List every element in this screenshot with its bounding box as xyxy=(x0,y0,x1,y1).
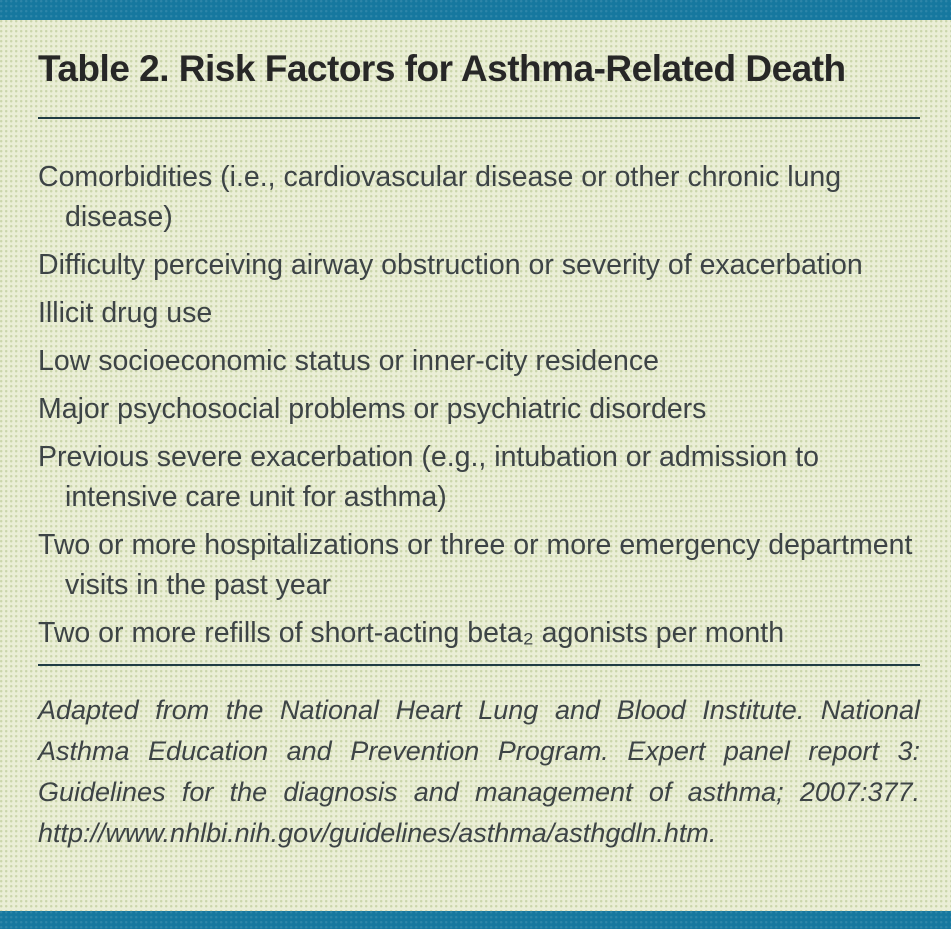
risk-factor-item: Previous severe exacerbation (e.g., intubation or admission to intensive care unit for asthma) xyxy=(38,441,820,513)
risk-factor-item: Two or more refills of short-acting beta₂ agonists per month xyxy=(38,617,785,649)
footnote-citation: Adapted from the National Heart Lung and Blood Institute. National Asthma Education and Prevention Program. Expert panel report 3: Guidelines for the diagnosis and management of asthma; 2007:377. http://www.nhlbi.nih.gov/guidelines/asthma/asthgdln.htm. xyxy=(38,695,920,848)
table-content xyxy=(0,20,951,911)
risk-factor-item: Two or more hospitalizations or three or more emergency department visits in the past year xyxy=(38,529,913,601)
title-divider xyxy=(38,117,920,119)
bottom-accent-bar xyxy=(0,911,951,929)
risk-factor-item: Low socioeconomic status or inner-city residence xyxy=(38,345,659,377)
risk-factor-item: Illicit drug use xyxy=(38,297,213,329)
risk-factor-item: Difficulty perceiving airway obstruction or severity of exacerbation xyxy=(38,249,863,281)
table-title: Table 2. Risk Factors for Asthma-Related Death xyxy=(38,48,846,89)
risk-factor-list xyxy=(38,157,920,653)
top-accent-bar xyxy=(0,0,951,20)
footnote-divider xyxy=(38,664,920,666)
risk-factor-item: Major psychosocial problems or psychiatric disorders xyxy=(38,393,707,425)
risk-factor-item: Comorbidities (i.e., cardiovascular disease or other chronic lung disease) xyxy=(38,161,842,233)
